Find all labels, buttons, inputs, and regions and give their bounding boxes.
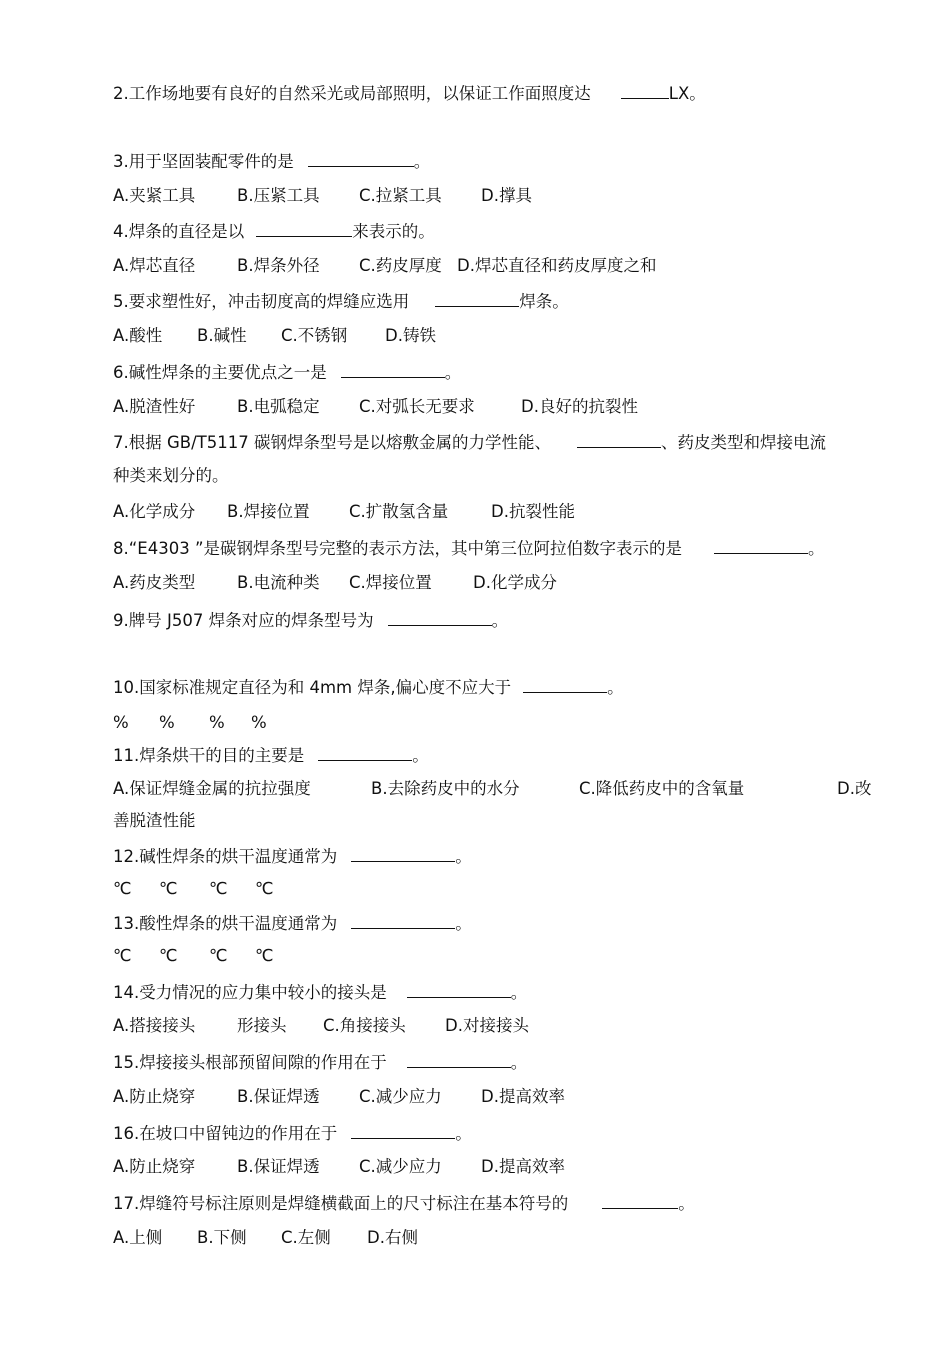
option-2-1[interactable]: A.焊芯直径 [113,256,196,275]
option-10-4[interactable]: ℃ [255,946,274,965]
question-stem: 7.根据 GB/T5117 碳钢焊条型号是以熔敷金属的力学性能、 [113,433,551,452]
question-stem: 4.焊条的直径是以 [113,222,245,241]
question-13 [113,846,472,867]
answer-blank[interactable] [341,362,445,378]
question-stem: 5.要求塑性好，冲击韧度高的焊缝应选用 [113,292,410,311]
answer-blank[interactable] [351,846,455,862]
question-stem: 16.在坡口中留钝边的作用在于 [113,1124,338,1143]
answer-blank[interactable] [577,432,661,448]
question-suffix: 、药皮类型和焊接电流 [660,433,826,452]
question-10 [113,677,624,698]
question-stem: 10.国家标准规定直径为和 4mm 焊条,偏心度不应大于 [113,678,512,697]
question-12 [113,811,196,831]
question-suffix: 。 [510,1053,528,1072]
question-suffix: 焊条。 [519,292,569,311]
option-4-2[interactable]: B.电弧稳定 [237,397,320,416]
option-5-4[interactable]: D.抗裂性能 [491,502,575,521]
question-17 [113,1123,472,1144]
question-suffix: 。 [455,847,472,866]
option-4-1[interactable]: A.脱渣性好 [113,397,196,416]
option-6-3[interactable]: C.焊接位置 [349,573,432,592]
question-suffix: 。 [444,363,462,382]
option-6-1[interactable]: A.药皮类型 [113,573,196,592]
option-12-4[interactable]: D.提高效率 [481,1087,565,1106]
question-suffix: 。 [413,152,431,171]
question-16 [113,1052,527,1073]
option-9-1[interactable]: ℃ [113,879,132,898]
option-5-3[interactable]: C.扩散氢含量 [349,502,449,521]
question-stem: 8.“E4303 ”是碳钢焊条型号完整的表示方法，其中第三位阿拉伯数字表示的是 [113,539,683,558]
option-8-3[interactable]: C.降低药皮中的含氧量 [579,779,745,798]
question-suffix: 。 [607,678,624,697]
option-11-2[interactable]: 形接头 [237,1016,287,1035]
answer-blank[interactable] [318,745,412,761]
option-10-2[interactable]: ℃ [159,946,178,965]
question-6 [113,432,826,453]
option-1-2[interactable]: B.压紧工具 [237,186,320,205]
option-4-3[interactable]: C.对弧长无要求 [359,397,475,416]
question-7 [113,466,229,486]
option-8-4[interactable]: D.改 [837,779,872,798]
answer-blank[interactable] [621,83,669,99]
answer-blank[interactable] [523,677,607,693]
option-7-1[interactable]: % [113,713,129,732]
option-3-3[interactable]: C.不锈钢 [281,326,348,345]
option-2-4[interactable]: D.焊芯直径和药皮厚度之和 [457,256,657,275]
option-9-3[interactable]: ℃ [209,879,228,898]
question-suffix: 。 [455,914,472,933]
question-suffix: 。 [808,539,825,558]
option-1-1[interactable]: A.夹紧工具 [113,186,196,205]
option-9-4[interactable]: ℃ [255,879,274,898]
option-1-4[interactable]: D.撑具 [481,186,532,205]
question-suffix: LX。 [668,84,706,103]
question-4 [113,291,569,312]
option-8-1[interactable]: A.保证焊缝金属的抗拉强度 [113,779,311,798]
question-2 [113,151,430,172]
option-12-3[interactable]: C.减少应力 [359,1087,442,1106]
answer-blank[interactable] [256,221,352,237]
option-10-1[interactable]: ℃ [113,946,132,965]
option-5-1[interactable]: A.化学成分 [113,502,196,521]
question-8 [113,538,825,559]
answer-blank[interactable] [407,1052,511,1068]
option-8-2[interactable]: B.去除药皮中的水分 [371,779,520,798]
option-11-4[interactable]: D.对接接头 [445,1016,529,1035]
question-18 [113,1193,695,1214]
question-stem: 17.焊缝符号标注原则是焊缝横截面上的尺寸标注在基本符号的 [113,1194,569,1213]
option-13-4[interactable]: D.提高效率 [481,1157,565,1176]
option-12-1[interactable]: A.防止烧穿 [113,1087,196,1106]
option-3-4[interactable]: D.铸铁 [385,326,436,345]
question-stem: 12.碱性焊条的烘干温度通常为 [113,847,338,866]
answer-blank[interactable] [407,982,511,998]
question-stem: 13.酸性焊条的烘干温度通常为 [113,914,338,933]
option-7-2[interactable]: % [159,713,175,732]
question-text: 种类来划分的。 [113,466,229,485]
question-14 [113,913,472,934]
answer-blank[interactable] [351,1123,455,1139]
question-1 [113,83,706,104]
question-9 [113,610,508,631]
question-suffix: 来表示的。 [352,222,435,241]
answer-blank[interactable] [308,151,414,167]
question-stem: 9.牌号 J507 焊条对应的焊条型号为 [113,611,374,630]
question-suffix: 。 [510,983,528,1002]
answer-blank[interactable] [714,538,808,554]
option-5-2[interactable]: B.焊接位置 [227,502,310,521]
option-6-4[interactable]: D.化学成分 [473,573,557,592]
question-suffix: 。 [455,1124,472,1143]
question-text: 善脱渣性能 [113,811,196,830]
option-2-2[interactable]: B.焊条外径 [237,256,320,275]
option-9-2[interactable]: ℃ [159,879,178,898]
option-6-2[interactable]: B.电流种类 [237,573,320,592]
option-4-4[interactable]: D.良好的抗裂性 [521,397,638,416]
answer-blank[interactable] [351,913,455,929]
option-11-1[interactable]: A.搭接接头 [113,1016,196,1035]
question-11 [113,745,429,766]
option-14-3[interactable]: C.左侧 [281,1228,331,1247]
option-7-4[interactable]: % [251,713,267,732]
option-14-4[interactable]: D.右侧 [367,1228,418,1247]
question-stem: 3.用于坚固装配零件的是 [113,152,294,171]
option-13-2[interactable]: B.保证焊透 [237,1157,320,1176]
question-stem: 6.碱性焊条的主要优点之一是 [113,363,327,382]
option-2-3[interactable]: C.药皮厚度 [359,256,442,275]
answer-blank[interactable] [602,1193,678,1209]
question-suffix: 。 [412,746,429,765]
question-stem: 15.焊接接头根部预留间隙的作用在于 [113,1053,387,1072]
question-suffix: 。 [491,611,509,630]
option-10-3[interactable]: ℃ [209,946,228,965]
question-suffix: 。 [678,1194,695,1213]
option-3-2[interactable]: B.碱性 [197,326,247,345]
answer-blank[interactable] [388,610,492,626]
answer-blank[interactable] [435,291,519,307]
option-14-1[interactable]: A.上侧 [113,1228,163,1247]
option-3-1[interactable]: A.酸性 [113,326,163,345]
option-12-2[interactable]: B.保证焊透 [237,1087,320,1106]
question-5 [113,362,461,383]
option-11-3[interactable]: C.角接接头 [323,1016,406,1035]
option-1-3[interactable]: C.拉紧工具 [359,186,442,205]
option-13-1[interactable]: A.防止烧穿 [113,1157,196,1176]
option-14-2[interactable]: B.下侧 [197,1228,247,1247]
question-15 [113,982,527,1003]
option-13-3[interactable]: C.减少应力 [359,1157,442,1176]
question-stem: 11.焊条烘干的目的主要是 [113,746,305,765]
question-stem: 14.受力情况的应力集中较小的接头是 [113,983,387,1002]
question-3 [113,221,435,242]
question-stem: 2.工作场地要有良好的自然采光或局部照明，以保证工作面照度达 [113,84,591,103]
option-7-3[interactable]: % [209,713,225,732]
